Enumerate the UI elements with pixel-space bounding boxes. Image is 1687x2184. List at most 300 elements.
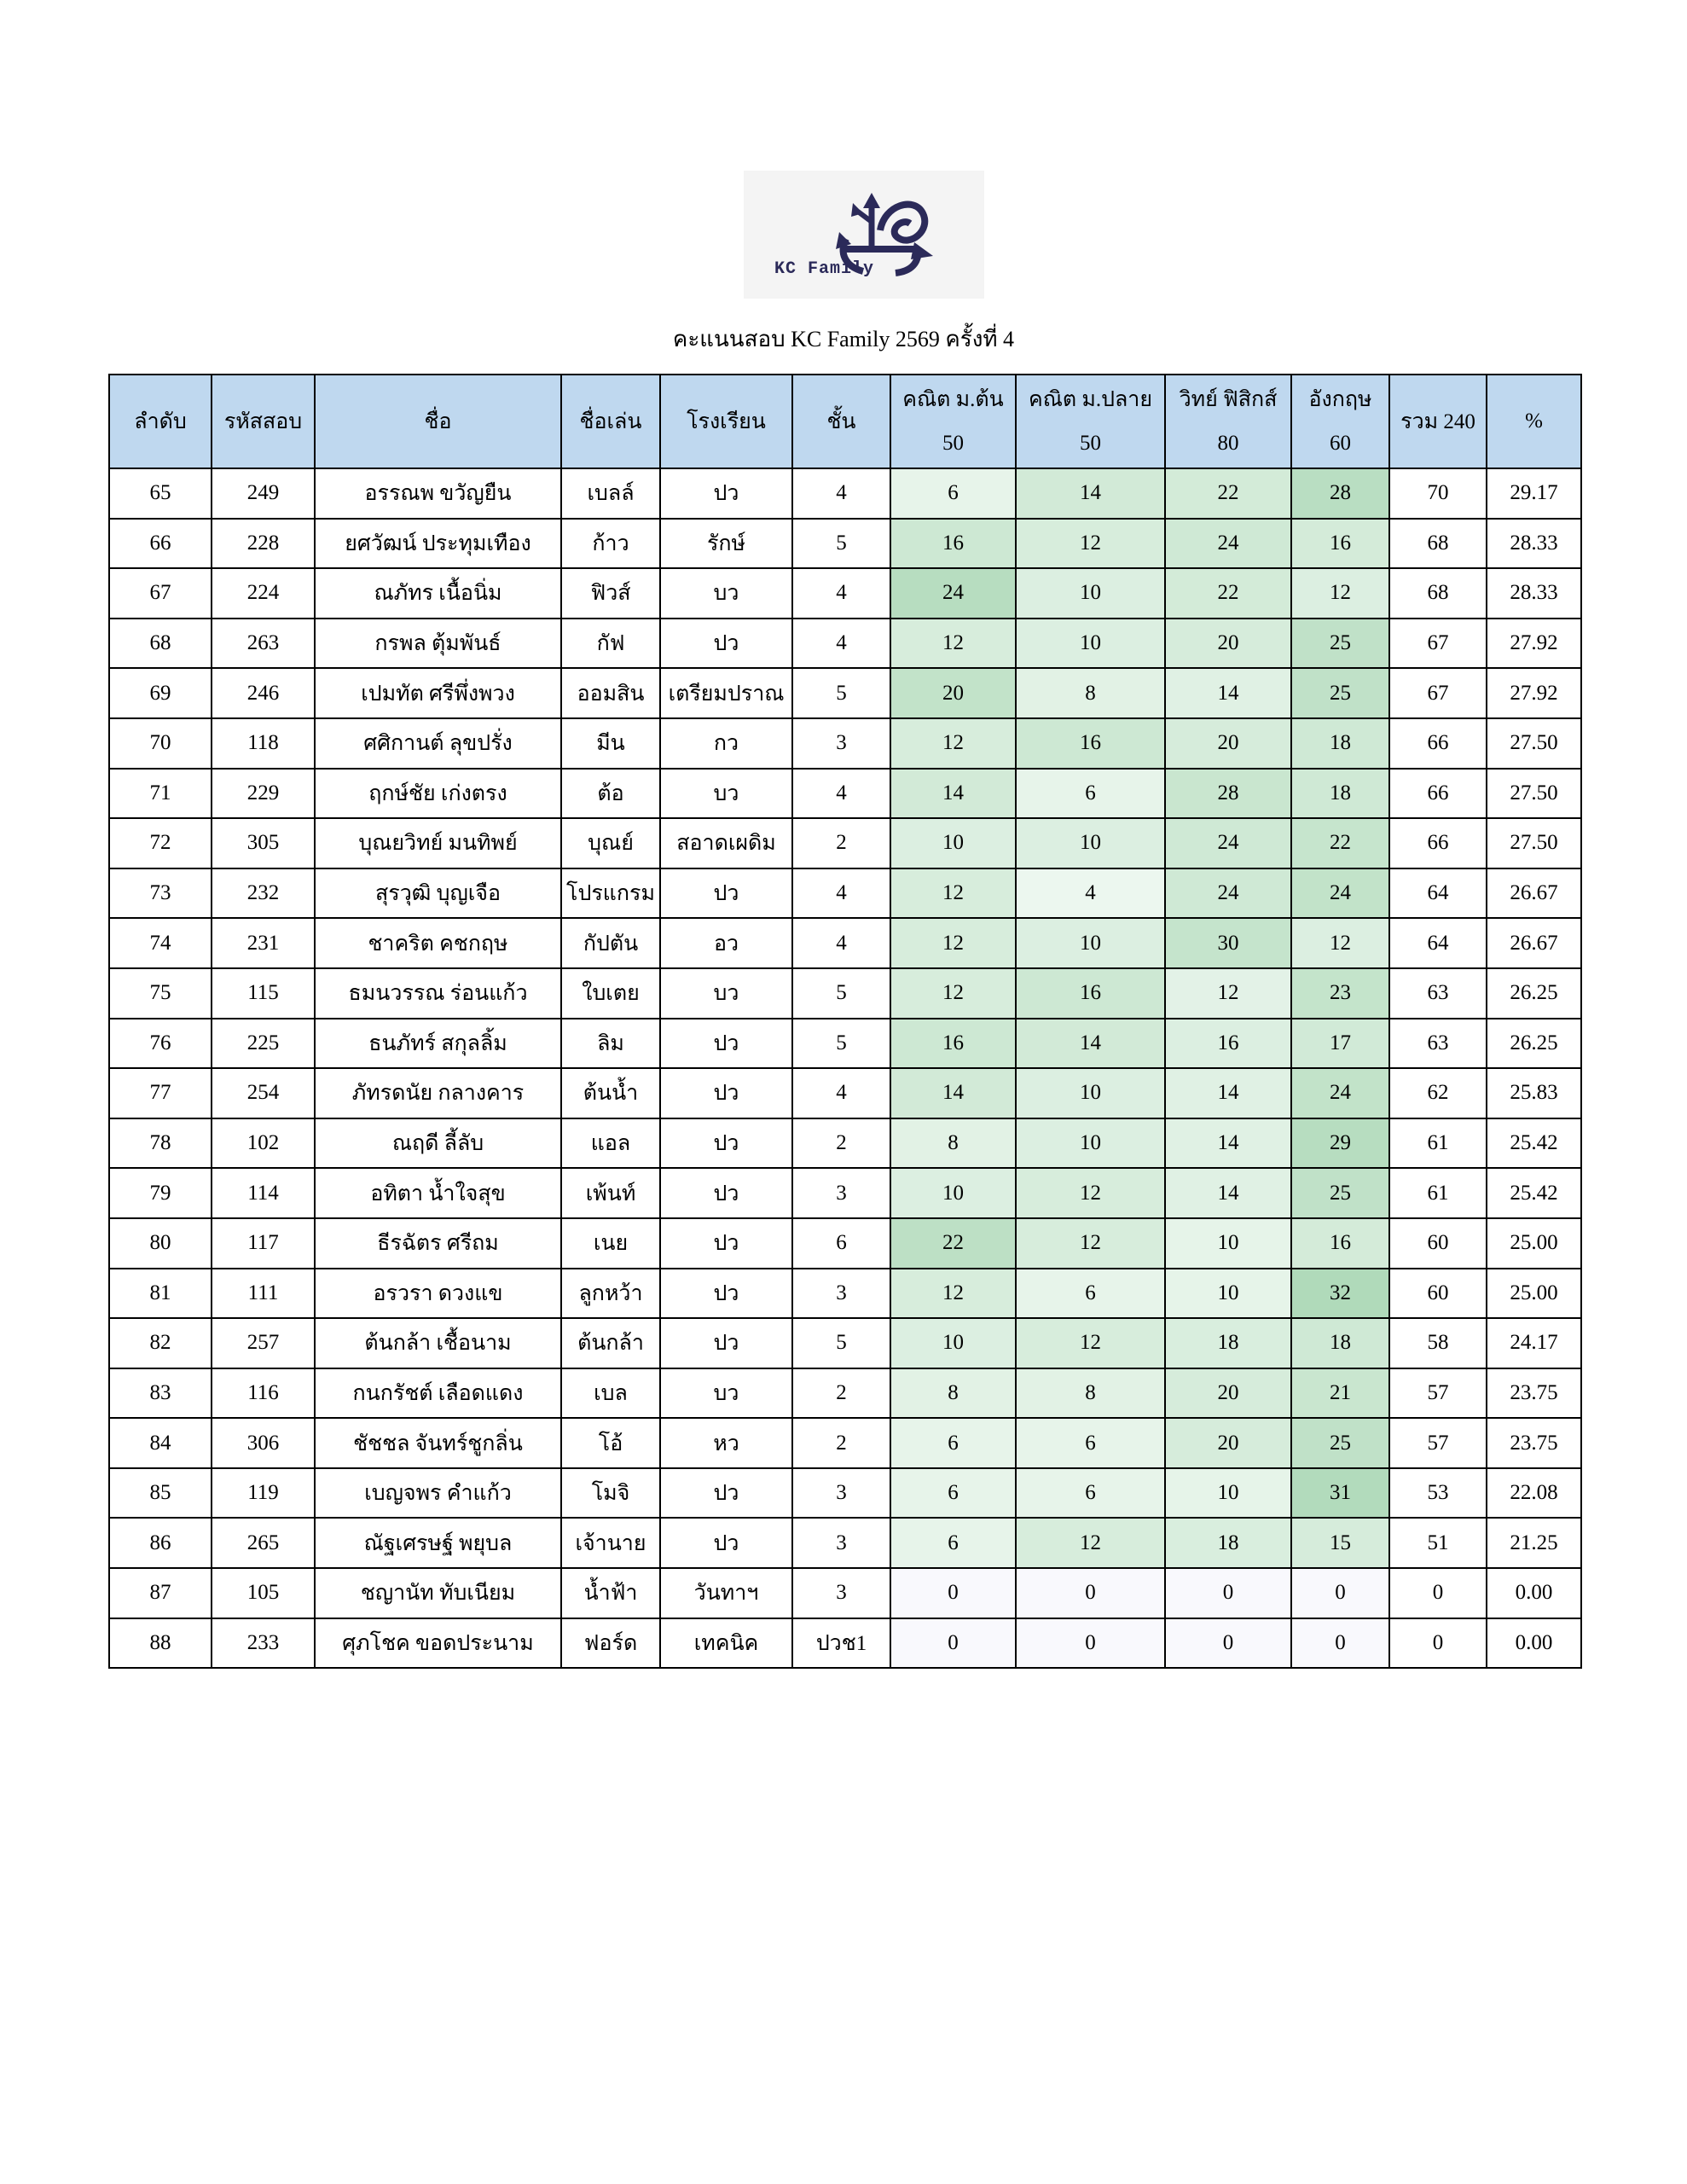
cell-nickname: ต้นน้ำ xyxy=(561,1068,660,1118)
table-row xyxy=(109,619,1581,669)
header-math-lower-max: 50 xyxy=(942,432,964,455)
cell-physics: 20 xyxy=(1165,1368,1291,1419)
cell-name: ฤกษ์ชัย เก่งตรง xyxy=(315,769,561,819)
header-math-lower-label: คณิต ม.ต้น xyxy=(902,388,1004,411)
cell-total: 66 xyxy=(1389,818,1487,868)
cell-rank: 84 xyxy=(109,1418,212,1468)
cell-name: ณภัทร เนื้อนิ่ม xyxy=(315,568,561,619)
cell-grade: 6 xyxy=(792,1218,890,1269)
cell-total: 61 xyxy=(1389,1118,1487,1169)
cell-exam-id: 225 xyxy=(212,1019,315,1069)
cell-school: อว xyxy=(660,918,792,968)
cell-exam-id: 263 xyxy=(212,619,315,669)
cell-percent: 24.17 xyxy=(1487,1318,1581,1368)
cell-name: สุรวุฒิ บุญเจือ xyxy=(315,868,561,919)
header-math-lower xyxy=(890,375,1016,468)
cell-percent: 25.00 xyxy=(1487,1269,1581,1319)
cell-rank: 74 xyxy=(109,918,212,968)
cell-math-lower: 14 xyxy=(890,769,1016,819)
table-row xyxy=(109,868,1581,919)
cell-total: 63 xyxy=(1389,968,1487,1019)
cell-school: เตรียมปราณ xyxy=(660,668,792,718)
header-english-label: อังกฤษ xyxy=(1308,388,1372,411)
table-row xyxy=(109,1068,1581,1118)
cell-rank: 72 xyxy=(109,818,212,868)
cell-school: เทคนิค xyxy=(660,1618,792,1669)
header-name: ชื่อ xyxy=(315,375,561,468)
table-row xyxy=(109,1168,1581,1218)
cell-physics: 22 xyxy=(1165,468,1291,519)
cell-name: ยศวัฒน์ ประทุมเทือง xyxy=(315,519,561,569)
cell-exam-id: 233 xyxy=(212,1618,315,1669)
logo-text: KC Family xyxy=(774,259,875,279)
cell-total: 0 xyxy=(1389,1568,1487,1618)
cell-english: 28 xyxy=(1291,468,1389,519)
cell-math-upper: 6 xyxy=(1016,1468,1165,1519)
cell-percent: 28.33 xyxy=(1487,519,1581,569)
cell-physics: 24 xyxy=(1165,868,1291,919)
cell-total: 64 xyxy=(1389,918,1487,968)
cell-percent: 26.25 xyxy=(1487,1019,1581,1069)
cell-name: ศศิกานต์ ลุขปรั่ง xyxy=(315,718,561,769)
cell-rank: 76 xyxy=(109,1019,212,1069)
cell-total: 60 xyxy=(1389,1218,1487,1269)
cell-physics: 18 xyxy=(1165,1318,1291,1368)
cell-rank: 75 xyxy=(109,968,212,1019)
cell-math-upper: 12 xyxy=(1016,1218,1165,1269)
cell-grade: 2 xyxy=(792,818,890,868)
cell-percent: 27.50 xyxy=(1487,718,1581,769)
cell-exam-id: 116 xyxy=(212,1368,315,1419)
cell-total: 51 xyxy=(1389,1518,1487,1568)
cell-grade: 4 xyxy=(792,619,890,669)
cell-nickname: เพ้นท์ xyxy=(561,1168,660,1218)
cell-percent: 25.42 xyxy=(1487,1118,1581,1169)
cell-physics: 10 xyxy=(1165,1218,1291,1269)
cell-school: หว xyxy=(660,1418,792,1468)
cell-nickname: กัปตัน xyxy=(561,918,660,968)
cell-total: 61 xyxy=(1389,1168,1487,1218)
cell-total: 67 xyxy=(1389,668,1487,718)
cell-rank: 66 xyxy=(109,519,212,569)
table-row xyxy=(109,668,1581,718)
cell-grade: 4 xyxy=(792,468,890,519)
cell-nickname: แอล xyxy=(561,1118,660,1169)
cell-physics: 22 xyxy=(1165,568,1291,619)
cell-name: ภัทรดนัย กลางคาร xyxy=(315,1068,561,1118)
cell-school: ปว xyxy=(660,1218,792,1269)
kc-family-logo xyxy=(744,171,984,299)
cell-math-upper: 6 xyxy=(1016,769,1165,819)
cell-school: บว xyxy=(660,1368,792,1419)
table-row xyxy=(109,1318,1581,1368)
cell-nickname: ออมสิน xyxy=(561,668,660,718)
cell-math-upper: 12 xyxy=(1016,1168,1165,1218)
cell-school: ปว xyxy=(660,1068,792,1118)
cell-name: ณัฐเศรษฐ์ พยุบล xyxy=(315,1518,561,1568)
cell-rank: 88 xyxy=(109,1618,212,1669)
cell-english: 0 xyxy=(1291,1568,1389,1618)
cell-math-upper: 6 xyxy=(1016,1418,1165,1468)
cell-school: ปว xyxy=(660,1468,792,1519)
cell-physics: 20 xyxy=(1165,1418,1291,1468)
cell-percent: 27.92 xyxy=(1487,668,1581,718)
cell-english: 25 xyxy=(1291,1418,1389,1468)
cell-english: 16 xyxy=(1291,1218,1389,1269)
cell-math-lower: 8 xyxy=(890,1118,1016,1169)
cell-physics: 20 xyxy=(1165,718,1291,769)
cell-rank: 82 xyxy=(109,1318,212,1368)
cell-percent: 26.67 xyxy=(1487,868,1581,919)
cell-math-lower: 10 xyxy=(890,818,1016,868)
cell-nickname: เนย xyxy=(561,1218,660,1269)
cell-school: ปว xyxy=(660,1269,792,1319)
cell-name: ณฤดี ลี้ลับ xyxy=(315,1118,561,1169)
cell-exam-id: 102 xyxy=(212,1118,315,1169)
cell-physics: 0 xyxy=(1165,1568,1291,1618)
cell-school: ปว xyxy=(660,1518,792,1568)
header-english-max: 60 xyxy=(1330,432,1351,455)
cell-name: ต้นกล้า เชื้อนาม xyxy=(315,1318,561,1368)
cell-physics: 14 xyxy=(1165,1068,1291,1118)
cell-percent: 27.92 xyxy=(1487,619,1581,669)
cell-school: สอาดเผดิม xyxy=(660,818,792,868)
cell-grade: 2 xyxy=(792,1118,890,1169)
cell-physics: 20 xyxy=(1165,619,1291,669)
cell-school: ปว xyxy=(660,1318,792,1368)
cell-exam-id: 257 xyxy=(212,1318,315,1368)
cell-percent: 22.08 xyxy=(1487,1468,1581,1519)
cell-name: ธนภัทร์ สกุลลิ้ม xyxy=(315,1019,561,1069)
cell-english: 12 xyxy=(1291,918,1389,968)
cell-percent: 0.00 xyxy=(1487,1568,1581,1618)
cell-grade: 4 xyxy=(792,1068,890,1118)
cell-grade: 3 xyxy=(792,1269,890,1319)
cell-math-upper: 6 xyxy=(1016,1269,1165,1319)
cell-name: กนกรัชต์ เลือดแดง xyxy=(315,1368,561,1419)
cell-school: บว xyxy=(660,568,792,619)
cell-school: ปว xyxy=(660,468,792,519)
table-row xyxy=(109,519,1581,569)
cell-rank: 77 xyxy=(109,1068,212,1118)
cell-grade: ปวช1 xyxy=(792,1618,890,1669)
cell-grade: 3 xyxy=(792,1168,890,1218)
table-row xyxy=(109,818,1581,868)
cell-physics: 24 xyxy=(1165,818,1291,868)
cell-physics: 10 xyxy=(1165,1468,1291,1519)
cell-math-upper: 12 xyxy=(1016,1518,1165,1568)
cell-percent: 27.50 xyxy=(1487,769,1581,819)
cell-percent: 26.67 xyxy=(1487,918,1581,968)
cell-exam-id: 229 xyxy=(212,769,315,819)
cell-percent: 28.33 xyxy=(1487,568,1581,619)
score-table xyxy=(108,374,1582,1669)
cell-total: 58 xyxy=(1389,1318,1487,1368)
cell-nickname: เบล xyxy=(561,1368,660,1419)
cell-physics: 14 xyxy=(1165,1118,1291,1169)
cell-english: 24 xyxy=(1291,1068,1389,1118)
cell-name: อทิตา น้ำใจสุข xyxy=(315,1168,561,1218)
cell-math-lower: 12 xyxy=(890,968,1016,1019)
cell-percent: 27.50 xyxy=(1487,818,1581,868)
cell-english: 18 xyxy=(1291,718,1389,769)
cell-english: 18 xyxy=(1291,769,1389,819)
cell-school: บว xyxy=(660,968,792,1019)
cell-math-lower: 14 xyxy=(890,1068,1016,1118)
table-row xyxy=(109,968,1581,1019)
cell-rank: 67 xyxy=(109,568,212,619)
cell-math-lower: 0 xyxy=(890,1568,1016,1618)
cell-nickname: เจ้านาย xyxy=(561,1518,660,1568)
table-row xyxy=(109,1518,1581,1568)
table-row xyxy=(109,1618,1581,1669)
cell-math-upper: 0 xyxy=(1016,1618,1165,1669)
cell-total: 0 xyxy=(1389,1618,1487,1669)
header-physics xyxy=(1165,375,1291,468)
cell-name: กรพล ตุ้มพันธ์ xyxy=(315,619,561,669)
cell-name: ชัชชล จันทร์ชูกลิ่น xyxy=(315,1418,561,1468)
cell-physics: 24 xyxy=(1165,519,1291,569)
header-school: โรงเรียน xyxy=(660,375,792,468)
cell-rank: 73 xyxy=(109,868,212,919)
header-rank: ลำดับ xyxy=(109,375,212,468)
cell-grade: 3 xyxy=(792,718,890,769)
cell-nickname: ก้าว xyxy=(561,519,660,569)
cell-math-lower: 10 xyxy=(890,1168,1016,1218)
cell-rank: 81 xyxy=(109,1269,212,1319)
anchor-logo-icon xyxy=(744,171,984,299)
table-row xyxy=(109,1368,1581,1419)
cell-rank: 70 xyxy=(109,718,212,769)
cell-math-lower: 0 xyxy=(890,1618,1016,1669)
cell-rank: 86 xyxy=(109,1518,212,1568)
cell-total: 60 xyxy=(1389,1269,1487,1319)
table-row xyxy=(109,1269,1581,1319)
cell-english: 17 xyxy=(1291,1019,1389,1069)
cell-grade: 5 xyxy=(792,1019,890,1069)
cell-name: เปมทัต ศรีพึ่งพวง xyxy=(315,668,561,718)
cell-total: 66 xyxy=(1389,769,1487,819)
cell-rank: 71 xyxy=(109,769,212,819)
cell-percent: 25.00 xyxy=(1487,1218,1581,1269)
header-math-upper xyxy=(1016,375,1165,468)
cell-grade: 5 xyxy=(792,1318,890,1368)
cell-math-lower: 12 xyxy=(890,918,1016,968)
cell-english: 21 xyxy=(1291,1368,1389,1419)
cell-total: 64 xyxy=(1389,868,1487,919)
cell-english: 23 xyxy=(1291,968,1389,1019)
cell-physics: 10 xyxy=(1165,1269,1291,1319)
header-physics-label: วิทย์ ฟิสิกส์ xyxy=(1179,388,1278,411)
header-english xyxy=(1291,375,1389,468)
cell-math-lower: 6 xyxy=(890,1418,1016,1468)
cell-nickname: กัฟ xyxy=(561,619,660,669)
cell-nickname: โมจิ xyxy=(561,1468,660,1519)
cell-total: 62 xyxy=(1389,1068,1487,1118)
cell-school: ปว xyxy=(660,619,792,669)
cell-math-upper: 10 xyxy=(1016,568,1165,619)
cell-name: ศุภโชค ขอดประนาม xyxy=(315,1618,561,1669)
cell-english: 32 xyxy=(1291,1269,1389,1319)
cell-math-upper: 10 xyxy=(1016,818,1165,868)
header-math-upper-max: 50 xyxy=(1080,432,1101,455)
cell-name: ชาคริต คชกฤษ xyxy=(315,918,561,968)
cell-school: วันทาฯ xyxy=(660,1568,792,1618)
cell-percent: 26.25 xyxy=(1487,968,1581,1019)
cell-physics: 14 xyxy=(1165,1168,1291,1218)
cell-nickname: บุณย์ xyxy=(561,818,660,868)
header-nickname: ชื่อเล่น xyxy=(561,375,660,468)
cell-exam-id: 105 xyxy=(212,1568,315,1618)
cell-grade: 2 xyxy=(792,1418,890,1468)
header-grade: ชั้น xyxy=(792,375,890,468)
cell-math-upper: 0 xyxy=(1016,1568,1165,1618)
cell-rank: 80 xyxy=(109,1218,212,1269)
cell-school: ปว xyxy=(660,1168,792,1218)
header-exam-id: รหัสสอบ xyxy=(212,375,315,468)
table-row xyxy=(109,1019,1581,1069)
cell-english: 18 xyxy=(1291,1318,1389,1368)
cell-english: 25 xyxy=(1291,1168,1389,1218)
header-total: รวม 240 xyxy=(1389,375,1487,468)
cell-grade: 3 xyxy=(792,1518,890,1568)
table-row xyxy=(109,1118,1581,1169)
cell-percent: 0.00 xyxy=(1487,1618,1581,1669)
cell-rank: 78 xyxy=(109,1118,212,1169)
cell-english: 31 xyxy=(1291,1468,1389,1519)
cell-exam-id: 231 xyxy=(212,918,315,968)
cell-physics: 14 xyxy=(1165,668,1291,718)
cell-nickname: ลูกหว้า xyxy=(561,1269,660,1319)
cell-math-lower: 6 xyxy=(890,1468,1016,1519)
cell-total: 70 xyxy=(1389,468,1487,519)
cell-nickname: ต้นกล้า xyxy=(561,1318,660,1368)
cell-rank: 68 xyxy=(109,619,212,669)
cell-math-upper: 14 xyxy=(1016,468,1165,519)
cell-english: 16 xyxy=(1291,519,1389,569)
cell-rank: 85 xyxy=(109,1468,212,1519)
cell-math-upper: 10 xyxy=(1016,1068,1165,1118)
table-row xyxy=(109,718,1581,769)
cell-exam-id: 111 xyxy=(212,1269,315,1319)
table-row xyxy=(109,1468,1581,1519)
cell-school: รักษ์ xyxy=(660,519,792,569)
cell-nickname: ใบเตย xyxy=(561,968,660,1019)
cell-total: 53 xyxy=(1389,1468,1487,1519)
cell-math-lower: 12 xyxy=(890,718,1016,769)
cell-school: บว xyxy=(660,769,792,819)
cell-total: 68 xyxy=(1389,519,1487,569)
cell-math-upper: 12 xyxy=(1016,519,1165,569)
cell-rank: 69 xyxy=(109,668,212,718)
table-row xyxy=(109,1418,1581,1468)
cell-total: 63 xyxy=(1389,1019,1487,1069)
cell-english: 25 xyxy=(1291,668,1389,718)
cell-exam-id: 119 xyxy=(212,1468,315,1519)
table-header-row xyxy=(109,375,1581,468)
cell-school: ปว xyxy=(660,1019,792,1069)
cell-percent: 25.83 xyxy=(1487,1068,1581,1118)
cell-total: 66 xyxy=(1389,718,1487,769)
cell-nickname: มีน xyxy=(561,718,660,769)
cell-grade: 4 xyxy=(792,918,890,968)
cell-nickname: ลิม xyxy=(561,1019,660,1069)
cell-grade: 2 xyxy=(792,1368,890,1419)
cell-nickname: ต้อ xyxy=(561,769,660,819)
cell-grade: 4 xyxy=(792,868,890,919)
cell-rank: 65 xyxy=(109,468,212,519)
cell-math-lower: 6 xyxy=(890,1518,1016,1568)
cell-english: 0 xyxy=(1291,1618,1389,1669)
table-row xyxy=(109,1568,1581,1618)
cell-english: 12 xyxy=(1291,568,1389,619)
cell-exam-id: 228 xyxy=(212,519,315,569)
table-row xyxy=(109,468,1581,519)
cell-math-lower: 16 xyxy=(890,519,1016,569)
cell-math-lower: 6 xyxy=(890,468,1016,519)
cell-english: 29 xyxy=(1291,1118,1389,1169)
cell-percent: 23.75 xyxy=(1487,1368,1581,1419)
cell-exam-id: 118 xyxy=(212,718,315,769)
cell-exam-id: 249 xyxy=(212,468,315,519)
cell-name: บุณยวิทย์ มนทิพย์ xyxy=(315,818,561,868)
cell-math-upper: 16 xyxy=(1016,718,1165,769)
table-row xyxy=(109,568,1581,619)
cell-math-lower: 16 xyxy=(890,1019,1016,1069)
cell-exam-id: 265 xyxy=(212,1518,315,1568)
cell-exam-id: 306 xyxy=(212,1418,315,1468)
cell-math-upper: 16 xyxy=(1016,968,1165,1019)
cell-math-lower: 22 xyxy=(890,1218,1016,1269)
cell-name: ธมนวรรณ ร่อนแก้ว xyxy=(315,968,561,1019)
cell-exam-id: 117 xyxy=(212,1218,315,1269)
cell-grade: 5 xyxy=(792,519,890,569)
cell-school: กว xyxy=(660,718,792,769)
cell-math-upper: 10 xyxy=(1016,619,1165,669)
cell-math-lower: 20 xyxy=(890,668,1016,718)
table-row xyxy=(109,769,1581,819)
cell-school: ปว xyxy=(660,1118,792,1169)
cell-physics: 0 xyxy=(1165,1618,1291,1669)
cell-rank: 83 xyxy=(109,1368,212,1419)
cell-grade: 4 xyxy=(792,769,890,819)
cell-exam-id: 115 xyxy=(212,968,315,1019)
cell-name: ชญานัท ทับเนียม xyxy=(315,1568,561,1618)
cell-math-upper: 12 xyxy=(1016,1318,1165,1368)
page-title: คะแนนสอบ KC Family 2569 ครั้งที่ 4 xyxy=(672,327,1015,351)
cell-rank: 87 xyxy=(109,1568,212,1618)
cell-name: อรวรา ดวงแข xyxy=(315,1269,561,1319)
cell-name: อรรณพ ขวัญยืน xyxy=(315,468,561,519)
cell-physics: 18 xyxy=(1165,1518,1291,1568)
cell-school: ปว xyxy=(660,868,792,919)
cell-nickname: ฟิวส์ xyxy=(561,568,660,619)
cell-english: 15 xyxy=(1291,1518,1389,1568)
cell-nickname: ฟอร์ด xyxy=(561,1618,660,1669)
cell-nickname: โอ้ xyxy=(561,1418,660,1468)
cell-nickname: น้ำฟ้า xyxy=(561,1568,660,1618)
cell-name: ธีรฉัตร ศรีถม xyxy=(315,1218,561,1269)
cell-english: 24 xyxy=(1291,868,1389,919)
cell-grade: 3 xyxy=(792,1568,890,1618)
cell-total: 57 xyxy=(1389,1368,1487,1419)
cell-percent: 21.25 xyxy=(1487,1518,1581,1568)
cell-exam-id: 254 xyxy=(212,1068,315,1118)
cell-nickname: เบลล์ xyxy=(561,468,660,519)
cell-math-upper: 10 xyxy=(1016,918,1165,968)
table-row xyxy=(109,1218,1581,1269)
cell-math-upper: 14 xyxy=(1016,1019,1165,1069)
